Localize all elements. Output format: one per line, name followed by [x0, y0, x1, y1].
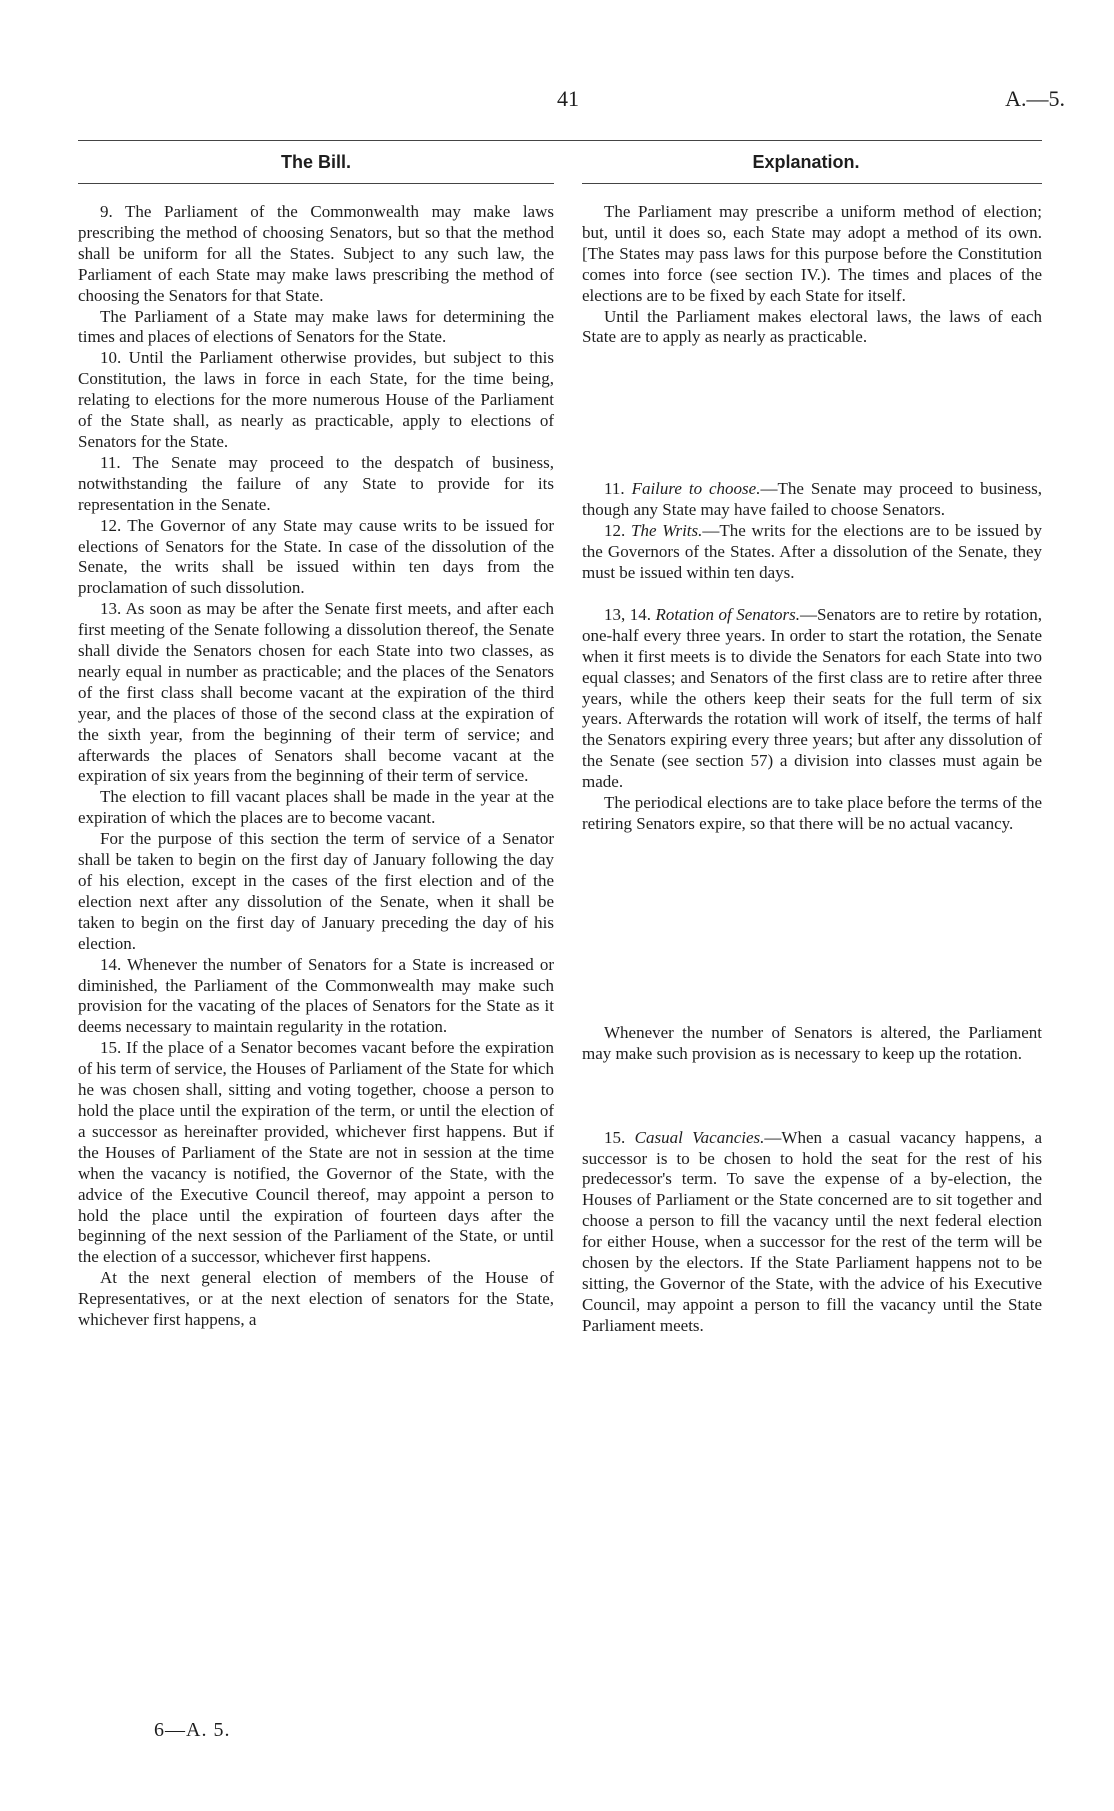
- explanation-gap: [582, 348, 1042, 479]
- explanation-column-heading: Explanation.: [752, 152, 860, 172]
- explanation-writs-number: 12.: [604, 521, 626, 541]
- explanation-number-altered: Whenever the number of Senators is altered, the Parliament may make such provision as is necessary to keep up the rotation.: [582, 1022, 1042, 1063]
- printer-signature: 6—A. 5.: [154, 1719, 231, 1741]
- explanation-gap: [582, 584, 1042, 605]
- explanation-rotation-number: 13, 14.: [604, 604, 651, 624]
- explanation-casual-vacancies: [582, 1128, 1042, 1337]
- bill-section-12: 12. The Governor of any State may cause writs to be issued for elections of Senators for the State. In case of the dissolution of the Senate, the writs shall be issued within ten days from the proclamation of such dissolution.: [78, 515, 554, 598]
- explanation-rotation: [582, 605, 1042, 793]
- explanation-casual-number: 15.: [604, 1127, 626, 1147]
- bill-column: [78, 202, 554, 1331]
- explanation-rotation-title: Rotation of Senators.: [655, 604, 801, 624]
- explanation-gap: [582, 835, 1042, 1023]
- bill-section-9-times-places: The Parliament of a State may make laws for determining the times and places of elections of Senators for the State.: [78, 306, 554, 347]
- bill-section-13-election: The election to fill vacant places shall be made in the year at the expiration of which the places are to become vacant.: [78, 787, 554, 828]
- explanation-failure-number: 11.: [604, 479, 625, 499]
- bill-column-heading: The Bill.: [280, 152, 351, 172]
- explanation-casual-text: —When a casual vacancy happens, a successor is to be chosen to hold the seat for the rest of his predecessor's term. To save the expense of a by-election, the Houses of Parliament or the State concerned are to sit together and choose a person to fill the vacancy until the next federal election for either House, when a successor for the rest of the term will be chosen by the electors. If the State Parliament happens not to be sitting, the Governor of the State, with the advice of his Executive Council, may appoint a person to fill the vacancy until the State Parliament meets.: [582, 1127, 1043, 1335]
- document-reference: A.—5.: [1005, 86, 1065, 111]
- page-number: 41: [557, 86, 579, 111]
- bill-section-13: 13. As soon as may be after the Senate first meets, and after each first meeting of the Senate following a dissolution thereof, the Senate shall divide the Senators chosen for each State into two classes, as nearly equal in number as practicable; and the places of the Senators of the first class shall become vacant at the expiration of the third year, and the places of those of the second class at the expiration of the sixth year, from the beginning of their term of service; and afterwards the places of Senators shall become vacant at the expiration of six years from the beginning of their term of service.: [78, 599, 554, 786]
- explanation-periodical-elections: The periodical elections are to take place before the terms of the retiring Senators expire, so that there will be no actual vacancy.: [582, 793, 1042, 833]
- explanation-heading-rule: [582, 183, 1042, 184]
- explanation-rotation-text: —Senators are to retire by rotation, one-half every three years. In order to start the rotation, the Senate when it first meets is to divide the Senators for each State into two equal classes; and Senators of the first class are to retire after three years, while the others keep their seats for the full term of six years. Afterwards the rotation will work of itself, the terms of half the Senators expiring every three years; but after any dissolution of the Senate (see section 57) a division into classes must again be made.: [582, 604, 1043, 792]
- explanation-column: [582, 202, 1042, 1337]
- explanation-failure-text: —The Senate may proceed to business, though any State may have failed to choose Senators.: [582, 479, 1043, 520]
- bill-section-15: 15. If the place of a Senator becomes vacant before the expiration of his term of service, the Houses of Parliament of the State for which he was chosen shall, sitting and voting together, choose a person to hold the place until the expiration of the term, or until the election of a successor as hereinafter provided, whichever first happens. But if the Houses of Parliament of the State are not in session at the time when the vacancy is notified, the Governor of the State, with the advice of the Executive Council thereof, may appoint a person to hold the place until the expiration of fourteen days after the beginning of the next session of the Parliament of the State, or until the election of a successor, whichever first happens.: [78, 1038, 554, 1267]
- bill-section-10: 10. Until the Parliament otherwise provides, but subject to this Constitution, the laws in force in each State, for the time being, relating to elections for the more numerous House of the Parliament of the State shall, as nearly as practicable, apply to elections of Senators for the State.: [78, 348, 554, 451]
- bill-section-13-term: For the purpose of this section the term of service of a Senator shall be taken to begin on the first day of January following the day of his election, except in the cases of the first election and of the election next after any dissolution of the Senate, when it shall be taken to begin on the first day of January preceding the day of his election.: [78, 829, 554, 953]
- explanation-writs-title: The Writs.: [631, 521, 703, 541]
- explanation-gap: [582, 1065, 1042, 1128]
- bill-section-15-continued: At the next general election of members of the House of Representatives, or at the next election of senators for the State, whichever first happens, a: [78, 1268, 554, 1330]
- explanation-state-laws: Until the Parliament makes electoral laws, the laws of each State are to apply as nearly as practicable.: [582, 306, 1042, 347]
- bill-section-11: 11. The Senate may proceed to the despatch of business, notwithstanding the failure of any State to provide for its representation in the Senate.: [78, 452, 554, 514]
- bill-section-14: 14. Whenever the number of Senators for a State is increased or diminished, the Parliament of the Commonwealth may make such provision for the vacating of the places of Senators for the State as it deems necessary to maintain regularity in the rotation.: [78, 954, 554, 1037]
- explanation-method: The Parliament may prescribe a uniform method of election; but, until it does so, each State may adopt a method of its own. [The States may pass laws for this purpose before the Constitution comes into force (see section IV.). The times and places of the elections are to be fixed by each State for itself.: [582, 202, 1042, 305]
- top-rule: [78, 140, 1042, 141]
- bill-section-9: 9. The Parliament of the Commonwealth may make laws prescribing the method of choosing Senators, but so that the method shall be uniform for all the States. Subject to any such law, the Parliament of each State may make laws prescribing the method of choosing the Senators for that State.: [78, 202, 554, 305]
- explanation-casual-title: Casual Vacancies.: [634, 1127, 765, 1147]
- explanation-writs: [582, 521, 1042, 584]
- bill-heading-rule: [78, 183, 554, 184]
- explanation-failure-title: Failure to choose.: [631, 479, 761, 499]
- explanation-writs-text: —The writs for the elections are to be issued by the Governors of the States. After a dissolution of the Senate, they must be issued within ten days.: [582, 521, 1043, 582]
- explanation-failure-to-choose: [582, 479, 1042, 521]
